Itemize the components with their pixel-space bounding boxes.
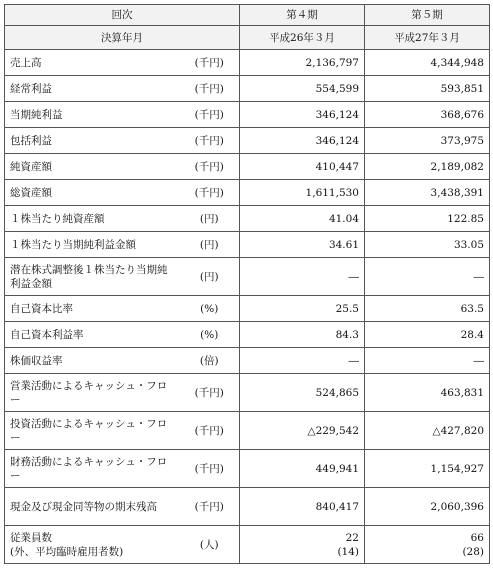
table-row (5, 348, 490, 374)
row-value-col2: 3,438,391 (365, 180, 490, 206)
row-label: 潜在株式調整後１株当たり当期純利益金額 (5, 258, 180, 296)
employees-unit: (人) (180, 526, 240, 564)
row-unit: (円) (180, 258, 240, 296)
row-unit: (千円) (180, 374, 240, 412)
row-value-col2: 2,060,396 (365, 488, 490, 526)
row-unit: (千円) (180, 488, 240, 526)
header-col2-period: 第５期 (365, 5, 490, 26)
row-label: 株価収益率 (5, 348, 180, 374)
row-value-col1: 41.04 (240, 206, 365, 232)
employees-row (5, 526, 490, 564)
row-unit: (千円) (180, 180, 240, 206)
row-unit: (千円) (180, 50, 240, 76)
employees-col2-main: 66 (470, 531, 484, 544)
row-unit: (千円) (180, 76, 240, 102)
employees-col2-sub: (28) (462, 545, 484, 558)
header-label-fiscal-month: 決算年月 (5, 26, 240, 50)
row-label: 包括利益 (5, 128, 180, 154)
employees-label (5, 526, 180, 564)
header-row-date (5, 26, 490, 50)
employees-col1-sub: (14) (337, 545, 359, 558)
row-value-col1: 524,865 (240, 374, 365, 412)
row-value-col2: △427,820 (365, 412, 490, 450)
row-value-col2: 4,344,948 (365, 50, 490, 76)
table-row (5, 206, 490, 232)
row-unit: (千円) (180, 412, 240, 450)
row-value-col1: 1,611,530 (240, 180, 365, 206)
table-row (5, 322, 490, 348)
row-unit: (%) (180, 296, 240, 322)
header-row-period (5, 5, 490, 26)
table-row (5, 450, 490, 488)
row-value-col2: 1,154,927 (365, 450, 490, 488)
table-row (5, 488, 490, 526)
row-value-col1: 840,417 (240, 488, 365, 526)
row-unit: (千円) (180, 102, 240, 128)
employees-label-sub: (外、平均臨時雇用者数) (10, 545, 124, 558)
row-value-col2: 122.85 (365, 206, 490, 232)
row-value-col1: 346,124 (240, 102, 365, 128)
row-unit: (円) (180, 206, 240, 232)
row-value-col1: 449,941 (240, 450, 365, 488)
row-value-col2: 593,851 (365, 76, 490, 102)
row-label: 自己資本比率 (5, 296, 180, 322)
table-row (5, 374, 490, 412)
employees-value-col1 (240, 526, 365, 564)
row-value-col2: 63.5 (365, 296, 490, 322)
row-value-col1: ― (240, 258, 365, 296)
row-label: １株当たり純資産額 (5, 206, 180, 232)
row-label: 売上高 (5, 50, 180, 76)
row-value-col1: 554,599 (240, 76, 365, 102)
row-value-col2: 33.05 (365, 232, 490, 258)
row-value-col1: 346,124 (240, 128, 365, 154)
row-label: 営業活動によるキャッシュ・フロー (5, 374, 180, 412)
employees-value-col2 (365, 526, 490, 564)
row-value-col2: 28.4 (365, 322, 490, 348)
row-unit: (千円) (180, 154, 240, 180)
table-row (5, 258, 490, 296)
table-row (5, 232, 490, 258)
row-value-col1: 34.61 (240, 232, 365, 258)
row-value-col2: 368,676 (365, 102, 490, 128)
row-label: １株当たり当期純利益金額 (5, 232, 180, 258)
row-value-col1: 84.3 (240, 322, 365, 348)
table-row (5, 154, 490, 180)
row-value-col2: 373,975 (365, 128, 490, 154)
table-row (5, 128, 490, 154)
row-value-col2: ― (365, 348, 490, 374)
table-row (5, 76, 490, 102)
table-row (5, 180, 490, 206)
row-label: 自己資本利益率 (5, 322, 180, 348)
row-value-col2: ― (365, 258, 490, 296)
row-label: 現金及び現金同等物の期末残高 (5, 488, 180, 526)
row-value-col2: 2,189,082 (365, 154, 490, 180)
row-value-col1: ― (240, 348, 365, 374)
row-unit: (%) (180, 322, 240, 348)
employees-col1-main: 22 (345, 531, 359, 544)
row-value-col1: 410,447 (240, 154, 365, 180)
row-label: 投資活動によるキャッシュ・フロー (5, 412, 180, 450)
row-value-col1: 25.5 (240, 296, 365, 322)
row-unit: (円) (180, 232, 240, 258)
row-value-col1: 2,136,797 (240, 50, 365, 76)
row-unit: (千円) (180, 450, 240, 488)
table-row (5, 50, 490, 76)
header-col1-date: 平成26年３月 (240, 26, 365, 50)
header-col1-period: 第４期 (240, 5, 365, 26)
header-label-kaiji: 回次 (5, 5, 240, 26)
row-label: 総資産額 (5, 180, 180, 206)
table-row (5, 102, 490, 128)
row-value-col2: 463,831 (365, 374, 490, 412)
row-label: 財務活動によるキャッシュ・フロー (5, 450, 180, 488)
table-row (5, 412, 490, 450)
financial-summary-table (4, 4, 490, 564)
row-label: 純資産額 (5, 154, 180, 180)
row-unit: (千円) (180, 128, 240, 154)
row-label: 当期純利益 (5, 102, 180, 128)
row-unit: (倍) (180, 348, 240, 374)
table-row (5, 296, 490, 322)
row-value-col1: △229,542 (240, 412, 365, 450)
row-label: 経常利益 (5, 76, 180, 102)
employees-label-main: 従業員数 (10, 531, 52, 544)
header-col2-date: 平成27年３月 (365, 26, 490, 50)
